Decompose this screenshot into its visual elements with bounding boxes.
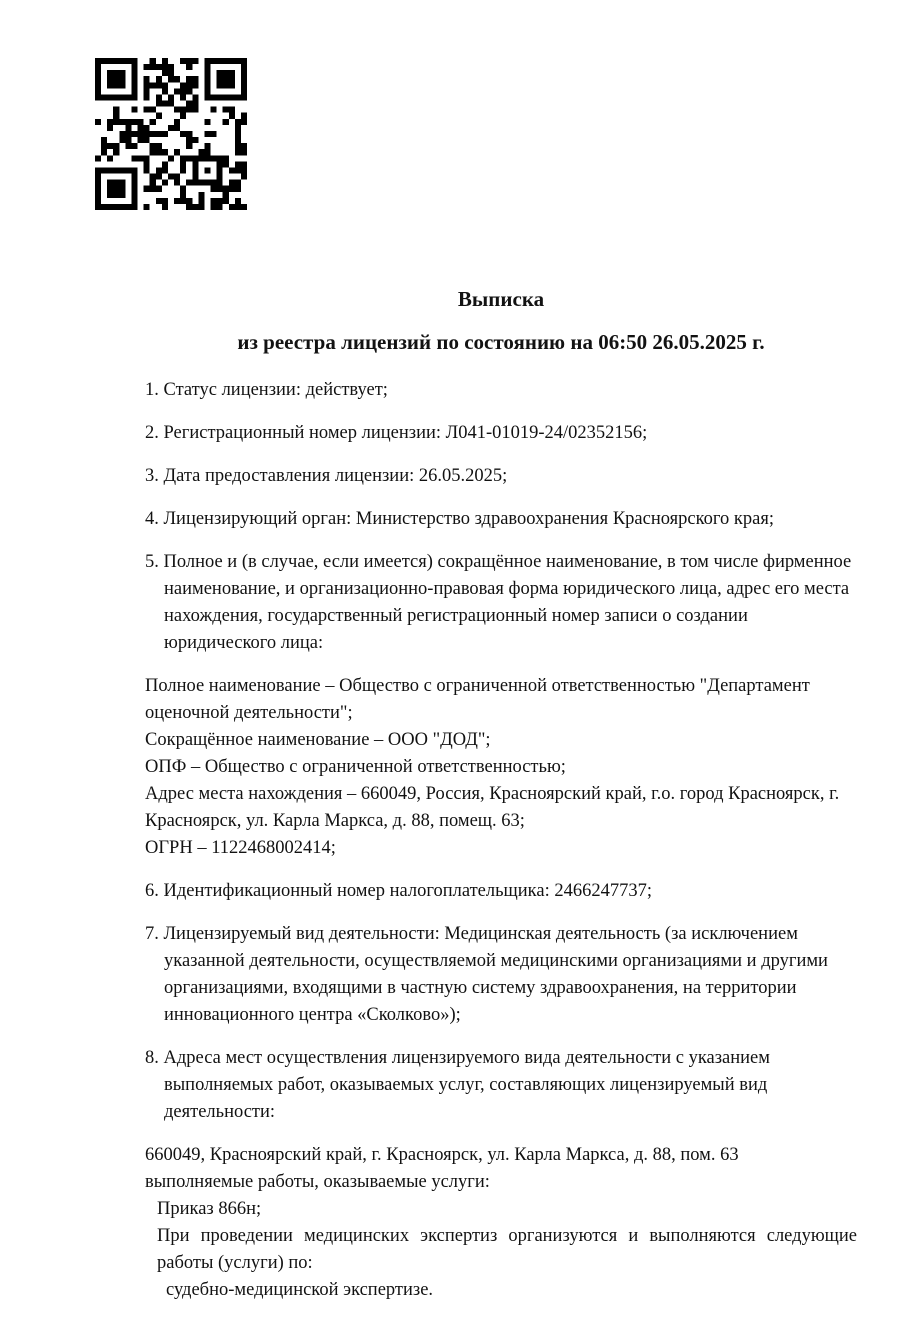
activity-address-block [145,1142,857,1304]
list-item-6: 6. Идентификационный номер налогоплательщика: 2466247737; [145,881,653,901]
org-address: Адрес места нахождения – 660049, Россия, Красноярский край, г.о. город Красноярск, г. Красноярск, ул. Карла Маркса, д. 88, помещ. 63; [145,784,840,831]
expertise-type: судебно-медицинской экспертизе. [166,1280,434,1300]
list-item-1: 1. Статус лицензии: действует; [145,380,388,400]
org-ogrn: ОГРН – 1122468002414; [145,838,336,858]
document-subtitle: из реестра лицензий по состоянию на 06:50 26.05.2025 г. [237,330,765,354]
qr-code-icon [95,58,247,210]
list-item-8: 8. Адреса мест осуществления лицензируемого вида деятельности с указанием выполняемых работ, оказываемых услуг, составляющих лицензируемый вид деятельности: [145,1048,770,1122]
org-full-name: Полное наименование – Общество с ограниченной ответственностью "Департамент оценочной деятельности"; [145,676,810,723]
list-item-2: 2. Регистрационный номер лицензии: Л041-01019-24/02352156; [145,423,648,443]
document-body [145,286,857,1320]
works-description-line2: работы (услуги) по: [157,1253,313,1273]
document-title: Выписка [457,287,545,311]
works-services-label: выполняемые работы, оказываемые услуги: [145,1172,490,1192]
org-legal-form: ОПФ – Общество с ограниченной ответственностью; [145,757,566,777]
activity-address: 660049, Красноярский край, г. Красноярск, ул. Карла Маркса, д. 88, пом. 63 [145,1145,739,1165]
order-reference: Приказ 866н; [157,1199,262,1219]
org-short-name: Сокращённое наименование – ООО "ДОД"; [145,730,491,750]
org-details-block [145,673,857,862]
list-item-5: 5. Полное и (в случае, если имеется) сокращённое наименование, в том числе фирменное наименование, и организационно-правовая форма юридического лица, адрес его места нахождения, государственный регистрационный номер записи о создании юридического лица: [145,552,852,653]
works-description-line1: При проведении медицинских экспертиз организуются и выполняются следующие [157,1226,857,1246]
list-item-7: 7. Лицензируемый вид деятельности: Медицинская деятельность (за исключением указанной деятельности, осуществляемой медицинскими организациями и другими организациями, входящими в частную систему здравоохранения, на территории инновационного центра «Сколково»); [145,924,828,1025]
qr-code-canvas [95,58,247,210]
list-item-4: 4. Лицензирующий орган: Министерство здравоохранения Красноярского края; [145,509,774,529]
list-item-3: 3. Дата предоставления лицензии: 26.05.2025; [145,466,508,486]
